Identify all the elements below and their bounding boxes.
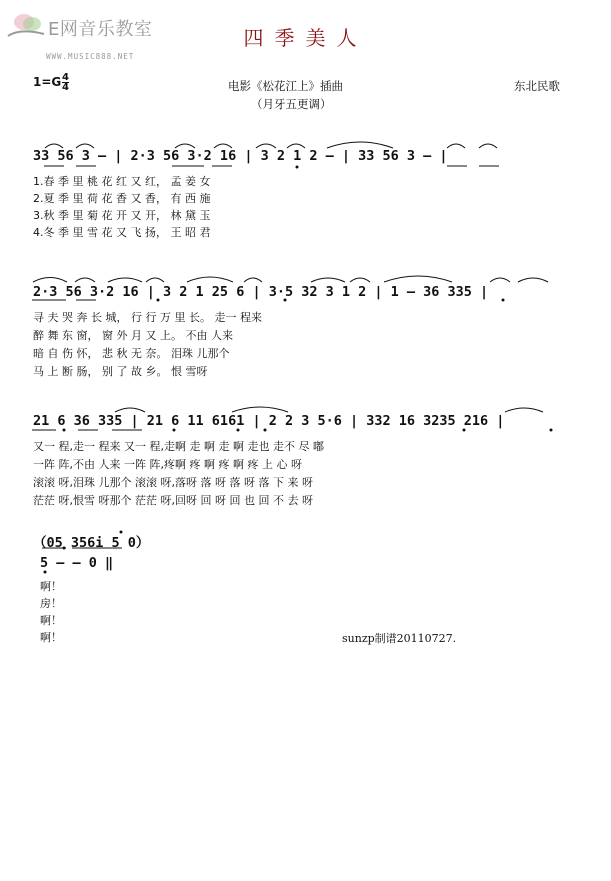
system3-lyric-verse3: 滚滚 呀,泪珠 儿那个 滚滚 呀,落呀 落 呀 落 呀 落 下 来 呀 <box>33 476 313 489</box>
coda-lyric-verse3: 啊！ <box>40 614 62 627</box>
time-numerator: 4 <box>62 72 69 83</box>
coda-notes: 5 – – 0 ‖ <box>40 555 114 571</box>
coda-bracket-notes: （05 356i 5 0） <box>33 535 150 551</box>
key-signature: 1=G <box>33 75 62 89</box>
coda-lyric-verse1: 啊！ <box>40 580 62 593</box>
song-origin: 东北民歌 <box>514 79 560 93</box>
system3-lyric-verse2: 一阵 阵,不由 人来 一阵 阵,疼啊 疼 啊 疼 啊 疼 上 心 呀 <box>33 458 302 471</box>
system2-lyric-verse4: 马 上 断 肠， 别 了 故 乡。 恨 雪呀 <box>33 365 208 378</box>
site-url: WWW.MUSIC888.NET <box>46 52 135 61</box>
site-logo-text: E网音乐教室 <box>48 19 153 40</box>
system3-lyric-verse1: 又一 程,走一 程来 又一 程,走啊 走 啊 走 啊 走也 走不 尽 嘟 <box>33 440 324 453</box>
time-denominator: 4 <box>62 82 69 93</box>
system3-lyric-verse4: 茫茫 呀,恨雪 呀那个 茫茫 呀,回呀 回 呀 回 也 回 不 去 呀 <box>33 494 313 507</box>
system1-lyric-verse4: 4.冬 季 里 雪 花 又 飞 扬， 王 昭 君 <box>33 226 211 239</box>
coda-lyric-verse2: 房！ <box>40 597 62 610</box>
transcriber-credit: sunzp制谱20110727. <box>342 632 457 645</box>
system2-lyric-verse1: 寻 夫 哭 奔 长 城， 行 行 万 里 长。 走一 程来 <box>33 311 262 324</box>
system2-notes: 2·3 56 3·2 16 | 3 2 1 25 6 | 3·5 32 3 1 2 | 1 – 36 335 | <box>33 284 489 300</box>
system2-lyric-verse3: 暗 自 伤 怀， 悲 秋 无 奈。 泪珠 儿那个 <box>33 347 230 360</box>
system1-notes: 33 56 3 – | 2·3 56 3·2 16 | 3 2 1 2 – | 33 56 3 – | <box>33 148 448 164</box>
song-title: 四季美人 <box>243 26 368 50</box>
song-subtitle: 电影《松花江上》插曲 <box>228 79 343 93</box>
tune-mode: （月牙五更调） <box>251 97 332 111</box>
system2-lyric-verse2: 醉 舞 东 窗， 窗 外 月 又 上。 不由 人来 <box>33 329 233 342</box>
system3-notes: 21 6 36 335 | 21 6 11 6161 | 2 2 3 5·6 | 332 16 3235 216 | <box>33 413 505 429</box>
system1-lyric-verse1: 1.春 季 里 桃 花 红 又 红， 孟 姜 女 <box>33 175 211 188</box>
system1-lyric-verse3: 3.秋 季 里 菊 花 开 又 开， 林 黛 玉 <box>33 209 211 222</box>
system1-lyric-verse2: 2.夏 季 里 荷 花 香 又 香， 有 西 施 <box>33 192 211 205</box>
coda-lyric-verse4: 啊！ <box>40 631 62 644</box>
